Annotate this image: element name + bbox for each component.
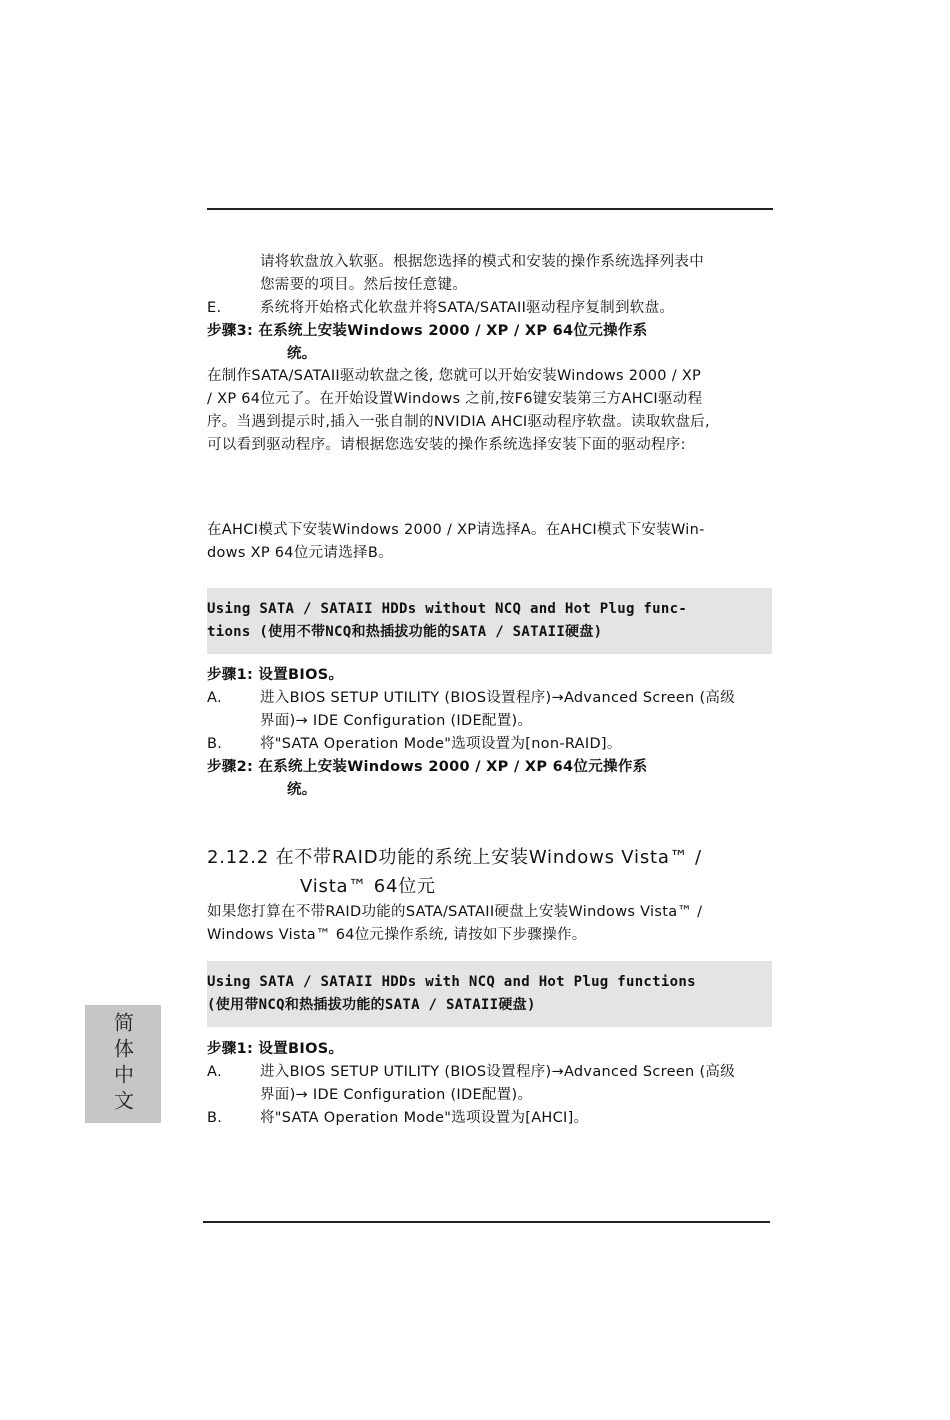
list-text: 进入BIOS SETUP UTILITY (BIOS设置程序)→Advanced Screen (高级 bbox=[260, 1064, 736, 1080]
callout-box-with-ncq bbox=[207, 961, 772, 1027]
list-text: 将"SATA Operation Mode"选项设置为[non-RAID]。 bbox=[260, 736, 622, 752]
paragraph-line: dows XP 64位元请选择B。 bbox=[207, 545, 393, 561]
step1-heading: 步骤1: 设置BIOS。 bbox=[207, 1041, 344, 1057]
intro-line: 请将软盘放入软驱。根据您选择的模式和安装的操作系统选择列表中 bbox=[260, 254, 704, 270]
heading-line: 2.12.2 在不带RAID功能的系统上安装Windows Vista™ / bbox=[207, 847, 702, 868]
callout-line: Using SATA / SATAII HDDs without NCQ and Hot Plug func- bbox=[207, 601, 688, 617]
list-item-a bbox=[207, 687, 772, 710]
paragraph-line: 可以看到驱动程序。请根据您选安装的操作系统选择安装下面的驱动程序: bbox=[207, 437, 686, 453]
list-label: A. bbox=[207, 690, 222, 706]
top-rule bbox=[207, 208, 773, 210]
step2-heading-cont: 统。 bbox=[287, 782, 317, 798]
ahci-paragraph bbox=[207, 519, 772, 565]
list-item-b bbox=[207, 733, 772, 756]
paragraph-line: 在AHCI模式下安装Windows 2000 / XP请选择A。在AHCI模式下安装Win- bbox=[207, 522, 705, 538]
list-label: B. bbox=[207, 736, 223, 752]
list-text: 系统将开始格式化软盘并将SATA/SATAII驱动程序复制到软盘。 bbox=[260, 300, 675, 316]
intro-paragraph bbox=[207, 251, 772, 366]
list-item-e bbox=[207, 297, 772, 320]
paragraph-line: Windows Vista™ 64位元操作系统, 请按如下步骤操作。 bbox=[207, 927, 587, 943]
step3-heading-cont: 统。 bbox=[287, 346, 317, 362]
list-item-b bbox=[207, 1107, 772, 1130]
list-label: E. bbox=[207, 300, 222, 316]
driver-paragraph bbox=[207, 365, 772, 457]
list-text: 将"SATA Operation Mode"选项设置为[AHCI]。 bbox=[260, 1110, 589, 1126]
side-tab-label: 简体中文 bbox=[110, 1012, 135, 1116]
callout-box-without-ncq bbox=[207, 588, 772, 654]
intro-line: 您需要的项目。然后按任意键。 bbox=[260, 277, 468, 293]
list-text-cont: 界面)→ IDE Configuration (IDE配置)。 bbox=[260, 713, 533, 729]
section-heading bbox=[207, 843, 772, 901]
paragraph-line: / XP 64位元了。在开始设置Windows 之前,按F6键安装第三方AHCI驱动程 bbox=[207, 391, 703, 407]
list-label: A. bbox=[207, 1064, 222, 1080]
step3-heading: 步骤3: 在系统上安装Windows 2000 / XP / XP 64位元操作系 bbox=[207, 323, 648, 339]
section2-steps bbox=[207, 1038, 772, 1130]
list-text-cont: 界面)→ IDE Configuration (IDE配置)。 bbox=[260, 1087, 533, 1103]
callout-line: tions (使用不带NCQ和热插拔功能的SATA / SATAII硬盘) bbox=[207, 624, 603, 640]
list-text: 进入BIOS SETUP UTILITY (BIOS设置程序)→Advanced Screen (高级 bbox=[260, 690, 736, 706]
list-item-a bbox=[207, 1061, 772, 1084]
callout-line: Using SATA / SATAII HDDs with NCQ and Hot Plug functions bbox=[207, 974, 696, 990]
section1-steps bbox=[207, 664, 772, 802]
heading-line: Vista™ 64位元 bbox=[300, 876, 436, 897]
paragraph-line: 如果您打算在不带RAID功能的SATA/SATAII硬盘上安装Windows Vista™ / bbox=[207, 904, 703, 920]
vista-paragraph bbox=[207, 901, 772, 947]
step1-heading: 步骤1: 设置BIOS。 bbox=[207, 667, 344, 683]
language-side-tab bbox=[85, 1005, 161, 1123]
paragraph-line: 序。当遇到提示时,插入一张自制的NVIDIA AHCI驱动程序软盘。读取软盘后, bbox=[207, 414, 710, 430]
list-label: B. bbox=[207, 1110, 223, 1126]
paragraph-line: 在制作SATA/SATAII驱动软盘之後, 您就可以开始安装Windows 2000 / XP bbox=[207, 368, 702, 384]
callout-line: (使用带NCQ和热插拔功能的SATA / SATAII硬盘) bbox=[207, 997, 536, 1013]
bottom-rule bbox=[203, 1221, 770, 1223]
step2-heading: 步骤2: 在系统上安装Windows 2000 / XP / XP 64位元操作系 bbox=[207, 759, 648, 775]
